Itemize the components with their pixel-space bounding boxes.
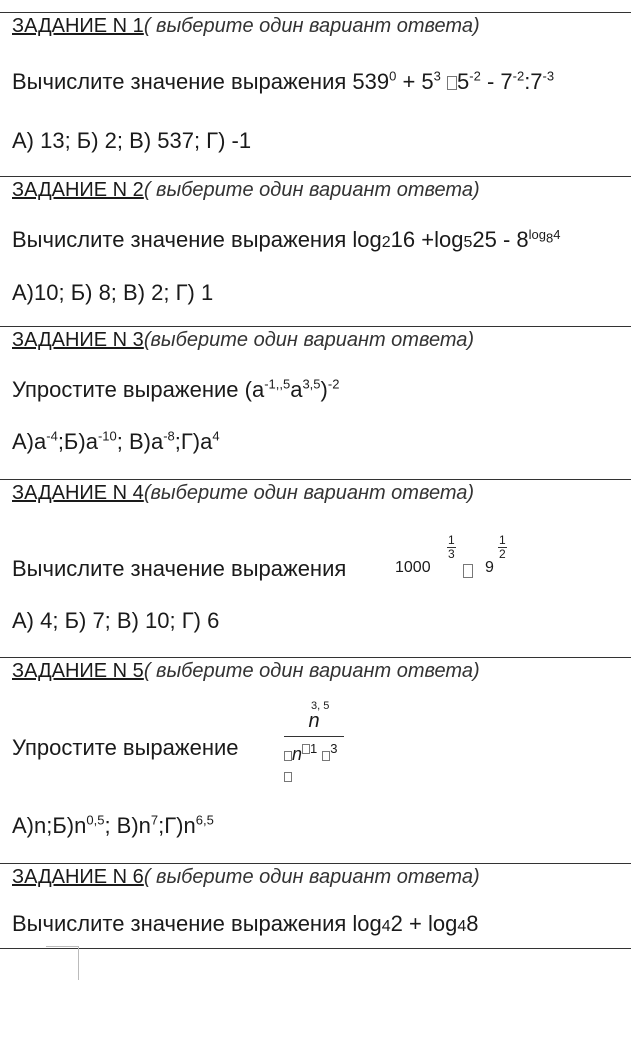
task-6-hint: ( выберите один вариант ответа)	[143, 866, 480, 888]
task-1-answers: А) 13; Б) 2; В) 537; Г) -1	[12, 128, 252, 153]
missing-glyph-icon	[284, 751, 292, 761]
missing-glyph-icon	[284, 772, 292, 782]
text-cursor	[78, 946, 79, 980]
task-5-hint: ( выберите один вариант ответа)	[143, 660, 480, 682]
task-6	[0, 863, 631, 949]
missing-glyph-icon	[302, 744, 310, 754]
task-1-title: ЗАДАНИЕ N 1	[12, 15, 144, 37]
task-1-prompt: Вычислите значение выражения $539^0 + 5^3$ $5^{-2}$ - $7^{-2}:7^{-3}$	[12, 68, 555, 94]
task-5-answers: $А)n;Б)n^{0,5}$; $В)n^7;Г)n^{6,5}$	[12, 812, 214, 838]
task-2	[0, 176, 631, 326]
task-3-answers: $А)a^{-4};Б)a^{-10}$; $В)a^{-8};Г)a^4$	[12, 428, 220, 454]
task-4-exponent-2: $\frac{1}{2}$	[499, 533, 506, 561]
task-6-prompt: Вычислите значение выражения log42 + log48	[12, 911, 479, 936]
task-2-hint: ( выберите один вариант ответа)	[143, 179, 480, 201]
task-5-title: ЗАДАНИЕ N 5	[12, 660, 144, 682]
task-4-title: ЗАДАНИЕ N 4	[12, 482, 144, 504]
task-4-base-1: 1000	[395, 559, 431, 576]
task-4-prompt: Вычислите значение выражения	[12, 556, 347, 581]
task-4-answers: А) 4; Б) 7; В) 10; Г) 6	[12, 608, 220, 633]
missing-glyph-icon	[447, 76, 457, 90]
task-4-base-2: 9	[485, 559, 494, 576]
task-2-heading	[12, 179, 480, 202]
task-4-heading	[12, 482, 474, 505]
task-3-hint: (выберите один вариант ответа)	[143, 329, 475, 351]
task-1	[0, 12, 631, 176]
task-5: ЗАДАНИЕ N 5( выберите один вариант ответа) Упростите выражение n 3, 5 n $^1$ $^3$ $А)n;Б)n^{0,5}$; $В)n^7;Г)n^{6,5}$	[0, 657, 631, 863]
task-1-heading	[12, 15, 480, 38]
task-4-hint: (выберите один вариант ответа)	[143, 482, 475, 504]
task-2-prompt: Вычислите значение выражения $\log 216 +\log 525 - 8^{log_84}$	[12, 226, 561, 252]
task-4-exponent-1: $\frac{1}{3}$	[448, 533, 455, 561]
task-5-heading	[12, 660, 480, 683]
missing-glyph-icon	[463, 564, 473, 578]
task-3-prompt: Упростите выражение $(a^{-1,,5}a^{3,5})^{-2}$	[12, 376, 340, 402]
task-5-prompt: Упростите выражение	[12, 735, 239, 760]
task-3-heading	[12, 329, 474, 352]
task-6-title: ЗАДАНИЕ N 6	[12, 866, 144, 888]
task-6-heading	[12, 866, 480, 889]
task-1-hint: ( выберите один вариант ответа)	[143, 15, 480, 37]
task-3-title: ЗАДАНИЕ N 3	[12, 329, 144, 351]
task-2-title: ЗАДАНИЕ N 2	[12, 179, 144, 201]
task-3	[0, 326, 631, 479]
task-4	[0, 479, 631, 657]
task-2-answers: А)10; Б) 8; В) 2; Г) 1	[12, 280, 214, 305]
text-cursor-guide	[46, 946, 78, 947]
